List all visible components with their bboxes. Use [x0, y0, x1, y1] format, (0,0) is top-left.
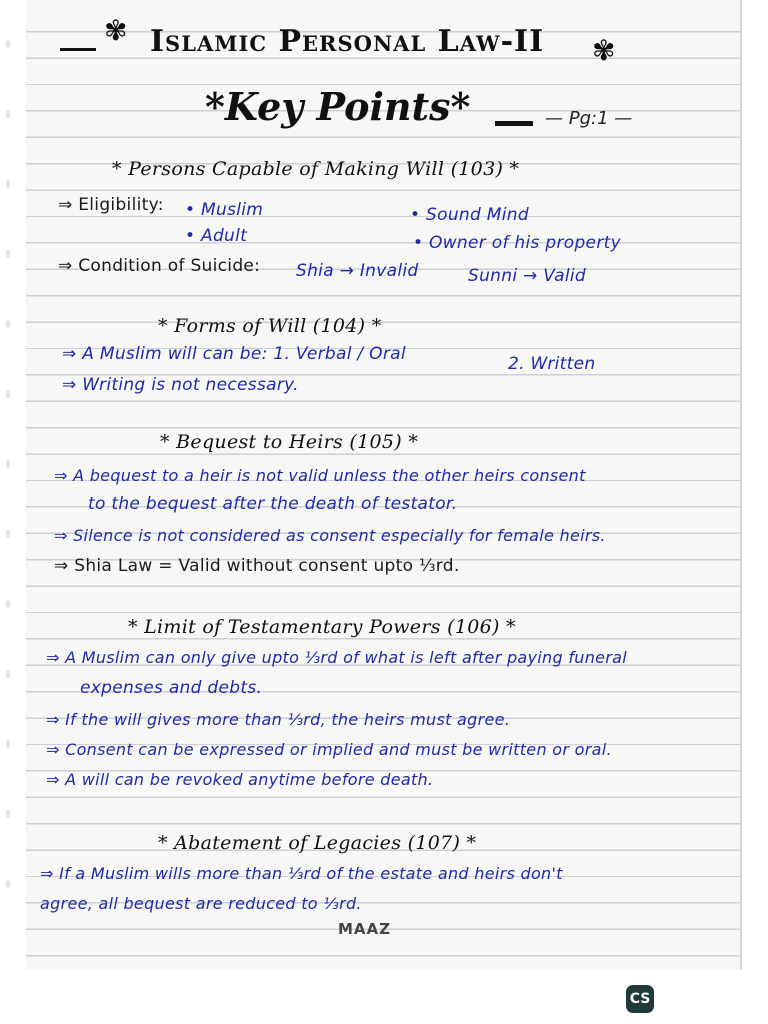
section-heading: * Forms of Will (104) * — [158, 315, 382, 337]
eligibility-item: • Muslim — [185, 200, 264, 220]
note-line: ⇒ Writing is not necessary. — [62, 375, 299, 395]
note-line: ⇒ A Muslim can only give upto ⅓rd of what is left after paying funeral — [46, 648, 628, 667]
ornament-right-icon: ✾ — [592, 34, 616, 67]
eligibility-item: • Adult — [185, 226, 248, 246]
condition-sunni: Sunni → Valid — [468, 266, 586, 286]
ornament-left-icon: ✾ — [104, 14, 128, 47]
camscanner-badge-icon: CS — [626, 985, 654, 1013]
page-number: — Pg:1 — — [545, 108, 633, 129]
eligibility-label: ⇒ Eligibility: — [58, 195, 164, 215]
note-line: agree, all bequest are reduced to ⅓rd. — [40, 894, 362, 913]
title-dash — [60, 48, 96, 51]
note-line: ⇒ Shia Law = Valid without consent upto ⅓rd. — [54, 556, 460, 576]
note-line: ⇒ A Muslim will can be: 1. Verbal / Oral — [62, 344, 406, 364]
note-line: expenses and debts. — [80, 678, 263, 698]
condition-shia: Shia → Invalid — [296, 261, 419, 281]
note-line: ⇒ A bequest to a heir is not valid unless the other heirs consent — [54, 466, 586, 485]
page-title: Islamic Personal Law-II — [150, 24, 545, 59]
section-heading: * Abatement of Legacies (107) * — [158, 832, 477, 854]
eligibility-item: • Sound Mind — [410, 205, 529, 225]
notebook-page — [26, 0, 742, 970]
scribble-mark — [495, 121, 533, 126]
note-line: ⇒ Consent can be expressed or implied and must be written or oral. — [46, 740, 612, 759]
note-line: ⇒ Silence is not considered as consent especially for female heirs. — [54, 526, 606, 545]
author-logo: MAAZ — [338, 920, 392, 938]
key-points-heading: *Key Points* — [205, 84, 471, 129]
section-heading: * Bequest to Heirs (105) * — [160, 431, 419, 453]
note-line: to the bequest after the death of testator. — [88, 494, 458, 514]
section-heading: * Limit of Testamentary Powers (106) * — [128, 616, 516, 638]
note-line: ⇒ A will can be revoked anytime before death. — [46, 770, 434, 789]
page-edge — [740, 0, 742, 970]
section-heading: * Persons Capable of Making Will (103) * — [112, 158, 520, 180]
binding-holes — [0, 0, 22, 960]
condition-label: ⇒ Condition of Suicide: — [58, 256, 261, 276]
note-line: 2. Written — [508, 354, 596, 374]
eligibility-item: • Owner of his property — [413, 233, 621, 253]
note-line: ⇒ If a Muslim wills more than ⅓rd of the estate and heirs don't — [40, 864, 563, 883]
note-line: ⇒ If the will gives more than ⅓rd, the heirs must agree. — [46, 710, 511, 729]
